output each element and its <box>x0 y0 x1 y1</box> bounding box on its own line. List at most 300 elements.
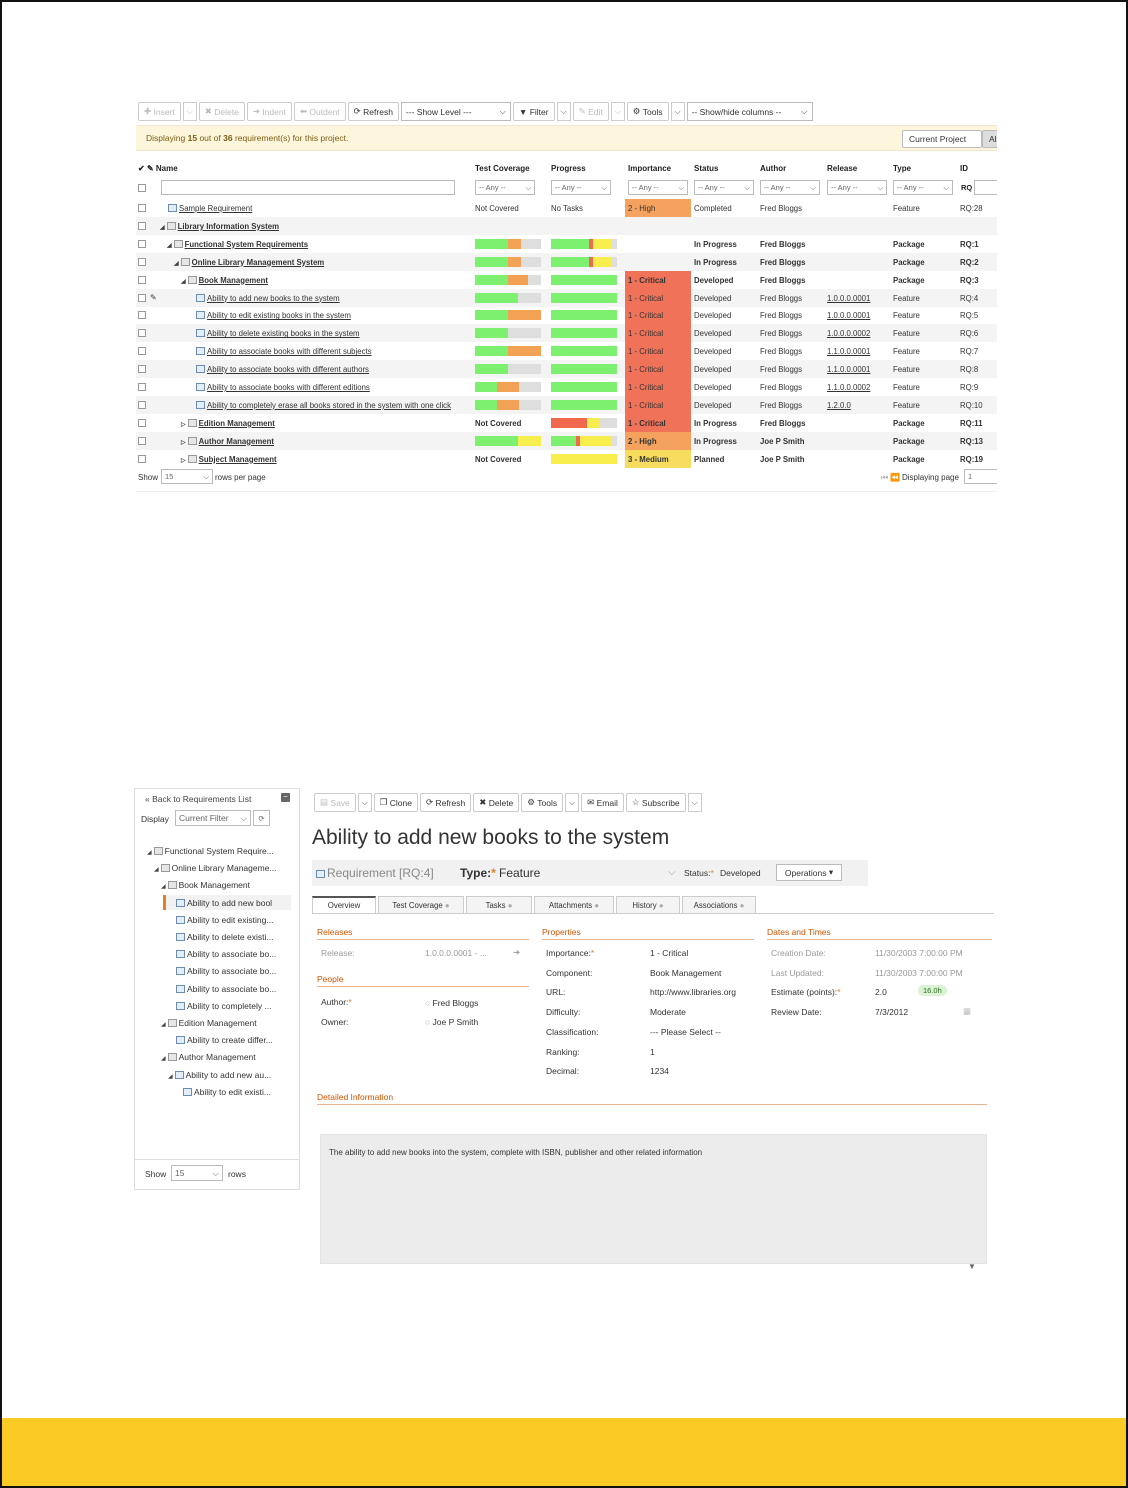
bar-segment <box>518 293 541 303</box>
tools-dropdown[interactable]: ⌵ <box>671 102 685 121</box>
bar-segment <box>475 328 508 338</box>
estimate-label: Estimate (points):* <box>771 987 841 997</box>
status-cell: Developed <box>694 400 732 410</box>
requirement-details-panel <box>134 788 994 1278</box>
folder-icon <box>188 437 197 445</box>
progress-bar <box>551 275 617 285</box>
user-icon: ○ <box>425 998 433 1008</box>
requirement-icon <box>196 311 205 319</box>
id-cell: RQ:10 <box>960 400 983 410</box>
delete-button[interactable]: ✖ Delete <box>199 102 245 121</box>
bar-segment <box>599 418 617 428</box>
paperclip-icon: ✎ <box>150 292 157 302</box>
progress-bar <box>551 293 617 303</box>
review-date-label: Review Date: <box>771 1007 822 1017</box>
col-header-status[interactable]: Status <box>694 164 719 173</box>
release-filter[interactable]: -- Any -- ⌵ <box>827 180 887 195</box>
requirement-icon <box>176 985 185 993</box>
bar-segment <box>508 328 541 338</box>
author-cell: Fred Bloggs <box>760 257 806 267</box>
expander-icon[interactable]: ▷ <box>181 457 186 464</box>
type-cell: Feature <box>893 365 920 375</box>
expander-icon[interactable]: ◢ <box>161 1022 166 1028</box>
bar-segment <box>497 400 519 410</box>
bar-segment <box>519 400 541 410</box>
status-cell: Developed <box>694 383 732 392</box>
row-name[interactable]: ◢ Book Management <box>181 275 268 285</box>
row-checkbox[interactable] <box>138 276 146 284</box>
coverage-bar <box>475 364 541 374</box>
importance-cell: 2 - High <box>625 199 691 217</box>
bar-segment <box>551 293 617 303</box>
all-projects-toggle[interactable]: Al <box>982 130 997 148</box>
bar-segment <box>497 382 519 392</box>
type-cell: Package <box>893 436 925 446</box>
sidebar-rows-select[interactable]: 15 ⌵ <box>171 1165 223 1181</box>
row-checkbox[interactable] <box>138 419 146 427</box>
tree-node[interactable]: Ability to completely ... <box>168 1001 272 1011</box>
bar-segment <box>508 239 521 249</box>
type-value[interactable]: Feature <box>499 866 541 880</box>
dot-icon: ● <box>594 900 600 910</box>
col-header-progress[interactable]: Progress <box>551 164 586 173</box>
type-label: Type:* <box>460 866 496 880</box>
bar-segment <box>475 400 497 410</box>
bar-segment <box>475 346 508 356</box>
tree-node[interactable]: Ability to delete existi... <box>168 932 273 942</box>
table-row[interactable] <box>136 378 997 396</box>
requirement-icon <box>176 916 185 924</box>
page-title: Ability to add new books to the system <box>312 826 670 849</box>
row-name[interactable]: Ability to associate books with different editions <box>188 383 370 392</box>
first-prev-page-icon[interactable]: ⏮ ⏪ <box>881 473 901 482</box>
requirements-tree-sidebar <box>134 788 300 1190</box>
save-dropdown[interactable]: ⌵ <box>358 793 372 812</box>
expander-icon[interactable]: ◢ <box>161 1056 166 1063</box>
expander-icon[interactable]: ◢ <box>167 242 172 249</box>
row-name[interactable]: ▷ Edition Management <box>181 418 275 428</box>
bar-segment <box>551 328 617 338</box>
status-cell: Developed <box>694 293 732 303</box>
table-row[interactable] <box>136 253 997 271</box>
detail-tools-dropdown[interactable]: ⌵ <box>565 793 579 812</box>
importance-cell: 1 - Critical <box>625 378 691 396</box>
bar-segment <box>612 239 617 249</box>
coverage-bar <box>475 400 541 410</box>
release-cell[interactable]: 1.1.0.0.0001 <box>827 365 871 375</box>
expander-icon[interactable]: ◢ <box>174 260 179 267</box>
bar-segment <box>508 364 541 374</box>
col-header-author[interactable]: Author <box>760 164 787 173</box>
bar-segment <box>551 239 589 249</box>
refresh-button[interactable]: ⟳ Refresh <box>348 102 399 121</box>
bar-segment <box>587 418 599 428</box>
folder-icon <box>168 881 177 889</box>
id-cell: RQ:13 <box>960 436 983 446</box>
tree-node[interactable]: Ability to edit existi... <box>175 1087 271 1097</box>
row-name[interactable]: Ability to completely erase all books stored in the system with one click <box>188 401 451 410</box>
page-number-input[interactable]: 1 <box>964 469 997 484</box>
author-cell: Fred Bloggs <box>760 293 803 303</box>
release-cell[interactable]: 1.2.0.0 <box>827 400 851 410</box>
arrow-left-icon: ⬅ <box>299 106 310 116</box>
email-button[interactable]: ✉ Email <box>581 793 624 812</box>
importance-filter[interactable]: -- Any -- ⌵ <box>628 180 688 195</box>
tab-history[interactable]: History ● <box>616 896 680 913</box>
row-name[interactable]: Ability to associate books with different authors <box>188 365 369 374</box>
back-to-list-link[interactable]: « Back to Requirements List <box>145 794 252 804</box>
status-cell: Developed <box>694 311 732 321</box>
detail-delete-button[interactable]: ✖ Delete <box>473 793 519 812</box>
row-checkbox[interactable] <box>138 455 146 463</box>
author-filter[interactable]: -- Any -- ⌵ <box>760 180 820 195</box>
col-header-release[interactable]: Release <box>827 164 858 173</box>
subscribe-button[interactable]: ☆ Subscribe <box>626 793 686 812</box>
table-row[interactable] <box>136 324 997 342</box>
status-filter[interactable]: -- Any -- ⌵ <box>694 180 754 195</box>
display-label: Display <box>141 814 169 824</box>
dot-icon: ● <box>739 900 745 910</box>
id-filter-input[interactable] <box>974 180 997 195</box>
tree-node[interactable]: Ability to associate bo... <box>168 984 276 994</box>
requirement-icon <box>196 401 205 409</box>
requirement-icon <box>176 1036 185 1044</box>
select-all-header: ✔ ✎ Name <box>138 164 178 173</box>
detail-refresh-button[interactable]: ⟳ Refresh <box>420 793 471 812</box>
release-cell[interactable]: 1.0.0.0.0001 <box>827 293 871 303</box>
col-header-coverage[interactable]: Test Coverage <box>475 164 530 173</box>
table-row[interactable] <box>136 289 997 307</box>
row-checkbox[interactable] <box>138 311 146 319</box>
clone-button[interactable]: ❐ Clone <box>374 793 418 812</box>
table-row[interactable] <box>136 306 997 324</box>
author-cell: Fred Bloggs <box>760 311 803 321</box>
folder-icon <box>168 1053 177 1061</box>
bar-segment <box>475 257 508 267</box>
tree-node[interactable]: Ability to associate bo... <box>168 949 276 959</box>
importance-cell: 3 - Medium <box>625 450 691 468</box>
review-date-value[interactable]: 7/3/2012 <box>875 1007 909 1017</box>
row-checkbox[interactable] <box>138 383 146 391</box>
progress-bar <box>551 346 617 356</box>
dot-icon: ● <box>444 900 450 910</box>
property-value[interactable]: 1234 <box>650 1066 669 1077</box>
bar-segment <box>551 400 617 410</box>
row-name[interactable]: Sample Requirement <box>160 204 252 213</box>
chevron-down-icon: ⌵ <box>744 182 750 192</box>
creation-date-label: Creation Date: <box>771 948 826 958</box>
row-checkbox[interactable] <box>138 329 146 337</box>
bar-segment <box>551 418 587 428</box>
status-value: Developed <box>720 868 761 878</box>
progress-filter[interactable]: -- Any -- ⌵ <box>551 180 611 195</box>
tab-overview[interactable]: Overview <box>312 896 376 913</box>
current-project-toggle[interactable]: Current Project <box>902 130 982 148</box>
tree-node[interactable]: ◢ Online Library Manageme... <box>154 863 277 874</box>
display-filter-select[interactable]: Current Filter ⌵ <box>175 810 251 826</box>
tree-node[interactable]: Ability to edit existing... <box>168 915 273 925</box>
row-checkbox[interactable] <box>138 365 146 373</box>
status-cell: Planned <box>694 454 725 464</box>
subscribe-dropdown[interactable]: ⌵ <box>688 793 702 812</box>
author-cell: Fred Bloggs <box>760 347 803 357</box>
property-value[interactable]: Book Management <box>650 967 722 978</box>
resize-handle-icon[interactable]: ▼ <box>968 1262 976 1271</box>
bar-segment <box>475 436 518 446</box>
expander-icon[interactable]: ◢ <box>181 278 186 285</box>
row-checkbox[interactable] <box>138 222 146 230</box>
property-value[interactable]: Moderate <box>650 1007 686 1018</box>
type-filter[interactable]: -- Any -- ⌵ <box>893 180 953 195</box>
requirement-icon <box>176 967 185 975</box>
rows-per-page-select[interactable]: 15 ⌵ <box>161 469 213 484</box>
display-count-text: Displaying 15 out of 36 requirement(s) for this project. <box>146 133 349 143</box>
edit-button[interactable]: ✎ Edit <box>573 102 609 121</box>
row-name[interactable]: Ability to associate books with different subjects <box>188 347 372 356</box>
release-cell[interactable]: 1.1.0.0.0001 <box>827 347 871 357</box>
coverage-bar <box>475 310 541 320</box>
row-checkbox[interactable] <box>138 240 146 248</box>
requirement-header-bar <box>312 860 868 886</box>
bar-segment <box>475 275 508 285</box>
id-cell: RQ:19 <box>960 454 983 464</box>
release-value[interactable]: 1.0.0.0.0001 - ... <box>425 948 487 958</box>
id-cell: RQ:1 <box>960 239 979 249</box>
tree-node[interactable]: ◢ Functional System Require... <box>147 846 274 856</box>
author-cell: Fred Bloggs <box>760 418 806 428</box>
indent-button[interactable]: ➜ Indent <box>247 102 292 121</box>
detail-tools-button[interactable]: ⚙ Tools <box>521 793 563 812</box>
edit-icon: ✎ <box>578 106 589 116</box>
collapse-sidebar-icon[interactable]: − <box>281 793 290 802</box>
table-row[interactable] <box>136 396 997 414</box>
row-name[interactable]: ◢ Library Information System <box>160 221 280 231</box>
requirement-icon <box>196 383 205 391</box>
progress-bar <box>551 257 617 267</box>
chevron-down-icon[interactable]: ⌵ <box>668 867 676 878</box>
description-editor[interactable] <box>320 1134 987 1264</box>
arrow-right-icon[interactable]: ➔ <box>513 947 521 957</box>
floppy-icon: ▤ <box>320 797 331 807</box>
property-value[interactable]: http://www.libraries.org <box>650 987 736 998</box>
row-name[interactable]: Ability to edit existing books in the system <box>188 311 351 320</box>
tools-button[interactable]: ⚙ Tools <box>627 102 669 121</box>
properties-section-header: Properties <box>542 927 754 940</box>
row-name[interactable]: Ability to delete existing books in the system <box>188 329 360 338</box>
col-header-importance[interactable]: Importance <box>628 164 672 173</box>
progress-bar <box>551 310 617 320</box>
sidebar-rows-label: rows <box>228 1169 246 1179</box>
calendar-icon[interactable]: ▦ <box>963 1006 972 1016</box>
importance-cell: 1 - Critical <box>625 396 691 414</box>
requirements-grid <box>136 98 997 492</box>
chevron-down-icon: ⌵ <box>203 471 209 481</box>
release-cell[interactable]: 1.0.0.0.0001 <box>827 311 871 321</box>
table-row[interactable] <box>136 360 997 378</box>
tree-node[interactable]: ◢ Edition Management <box>161 1018 257 1028</box>
property-value[interactable]: 1 <box>650 1046 655 1057</box>
tab-test-coverage[interactable]: Test Coverage ● <box>378 896 464 913</box>
chevron-down-icon: ⌵ <box>525 182 531 192</box>
property-label: Component: <box>546 967 593 978</box>
bar-segment <box>521 257 541 267</box>
author-cell: Fred Bloggs <box>760 365 803 375</box>
show-level-select[interactable]: --- Show Level --- ⌵ <box>401 102 511 121</box>
coverage-bar <box>475 257 541 267</box>
row-checkbox[interactable] <box>138 204 146 212</box>
bar-segment <box>593 257 611 267</box>
tree-node[interactable]: ◢ Author Management <box>161 1052 256 1063</box>
outdent-button[interactable]: ⬅ Outdent <box>294 102 346 121</box>
row-checkbox[interactable] <box>138 401 146 409</box>
table-row[interactable] <box>136 450 997 468</box>
bar-segment <box>551 346 617 356</box>
col-header-id[interactable]: ID <box>960 164 968 173</box>
coverage-text: Not Covered <box>475 204 519 213</box>
coverage-filter[interactable]: -- Any -- ⌵ <box>475 180 535 195</box>
tree-node[interactable]: Ability to add new bool <box>168 898 272 908</box>
insert-button[interactable]: ✚ Insert <box>138 102 181 121</box>
type-cell: Package <box>893 454 925 464</box>
refresh-tree-icon[interactable]: ⟳ <box>253 810 270 826</box>
show-hide-columns-select[interactable]: -- Show/hide columns -- ⌵ <box>687 102 813 121</box>
table-row[interactable] <box>136 199 997 217</box>
bar-segment <box>580 436 612 446</box>
col-header-type[interactable]: Type <box>893 164 912 173</box>
last-updated-value: 11/30/2003 7:00:00 PM <box>875 968 963 978</box>
dates-section-header: Dates and Times <box>767 927 992 940</box>
expander-icon[interactable]: ◢ <box>161 884 166 891</box>
expander-icon[interactable]: ◢ <box>160 224 165 231</box>
bar-segment <box>551 364 617 374</box>
tree-node[interactable]: ◢ Book Management <box>161 880 250 891</box>
pager-displaying-label: Displaying page <box>902 473 959 482</box>
bar-segment <box>508 310 541 320</box>
requirement-icon <box>176 899 185 907</box>
tree-node[interactable]: Ability to create differ... <box>168 1035 273 1045</box>
type-cell: Package <box>893 275 925 285</box>
tree-node[interactable]: ◢ Ability to add new au... <box>168 1069 272 1080</box>
row-checkbox[interactable] <box>138 437 146 445</box>
progress-bar <box>551 364 617 374</box>
property-value[interactable]: --- Please Select -- <box>650 1026 721 1037</box>
expander-icon[interactable]: ▷ <box>181 439 186 446</box>
row-name[interactable]: ◢ Online Library Management System <box>174 257 325 267</box>
copy-icon: ❐ <box>379 797 390 807</box>
filter-button[interactable]: ▼ Filter <box>513 102 555 121</box>
status-cell: In Progress <box>694 257 737 267</box>
estimate-value[interactable]: 2.0 <box>875 987 887 997</box>
bar-segment <box>612 257 617 267</box>
table-row[interactable] <box>136 235 997 253</box>
last-updated-label: Last Updated: <box>771 968 824 978</box>
expander-icon[interactable]: ◢ <box>168 1073 173 1080</box>
id-cell: RQ:6 <box>960 329 979 339</box>
status-cell: In Progress <box>694 436 737 446</box>
table-row[interactable] <box>136 217 997 235</box>
name-filter-input[interactable] <box>161 180 455 195</box>
pager-rows-label: rows per page <box>215 473 266 482</box>
type-cell: Feature <box>893 400 920 410</box>
table-row[interactable] <box>136 271 997 289</box>
star-icon: ☆ <box>631 797 642 807</box>
bar-segment <box>551 382 617 392</box>
table-row[interactable] <box>136 414 997 432</box>
row-checkbox[interactable] <box>138 347 146 355</box>
table-row[interactable] <box>136 342 997 360</box>
tab-attachments[interactable]: Attachments ● <box>534 896 614 913</box>
progress-bar <box>551 418 617 428</box>
tab-tasks[interactable]: Tasks ● <box>466 896 532 913</box>
release-cell[interactable]: 1.0.0.0.0002 <box>827 329 871 339</box>
filter-dropdown[interactable]: ⌵ <box>557 102 571 121</box>
requirement-icon <box>176 1002 185 1010</box>
tab-associations[interactable]: Associations ● <box>682 896 756 913</box>
pager-show-label: Show <box>138 473 159 482</box>
coverage-bar <box>475 293 541 303</box>
edit-dropdown[interactable]: ⌵ <box>611 102 625 121</box>
bar-segment <box>612 436 617 446</box>
type-cell: Feature <box>893 204 920 213</box>
author-value[interactable]: ○ Fred Bloggs <box>425 998 479 1008</box>
row-name[interactable]: Ability to add new books to the system <box>188 294 340 303</box>
chevron-down-icon: ⌵ <box>877 182 883 192</box>
page-footer-band <box>2 1418 1128 1488</box>
sidebar-footer <box>135 1159 300 1160</box>
requirement-icon <box>176 950 185 958</box>
tree-node[interactable]: Ability to associate bo... <box>168 966 276 976</box>
folder-icon <box>167 222 176 230</box>
grid-pager <box>136 468 997 490</box>
author-cell: Fred Bloggs <box>760 204 803 213</box>
row-name[interactable]: ▷ Author Management <box>181 436 274 446</box>
insert-dropdown[interactable]: ⌵ <box>183 102 197 121</box>
chevron-down-icon: ⌵ <box>943 182 949 192</box>
operations-button[interactable]: Operations ▾ <box>776 864 842 881</box>
table-row[interactable] <box>136 432 997 450</box>
select-all-checkbox[interactable] <box>138 184 146 192</box>
row-checkbox[interactable] <box>138 258 146 266</box>
refresh-icon: ⟳ <box>353 106 364 116</box>
coverage-bar <box>475 346 541 356</box>
type-cell: Feature <box>893 311 920 321</box>
id-cell: RQ:11 <box>960 418 983 428</box>
release-cell[interactable]: 1.1.0.0.0002 <box>827 383 871 392</box>
tab-underline <box>312 913 994 914</box>
property-value[interactable]: 1 - Critical <box>650 948 689 958</box>
row-name[interactable]: ◢ Functional System Requirements <box>167 239 309 249</box>
id-cell: RQ:28 <box>960 204 983 213</box>
row-checkbox[interactable] <box>138 294 146 302</box>
bar-segment <box>551 436 576 446</box>
owner-value[interactable]: ○ Joe P Smith <box>425 1017 479 1027</box>
importance-cell: 2 - High <box>625 432 691 450</box>
type-cell: Package <box>893 239 925 249</box>
folder-icon <box>174 240 183 248</box>
expander-icon[interactable]: ◢ <box>154 867 159 874</box>
expander-icon[interactable]: ▷ <box>181 421 186 428</box>
detailed-info-section-header: Detailed Information <box>317 1092 987 1105</box>
expander-icon[interactable]: ◢ <box>147 850 152 856</box>
requirement-icon <box>196 329 205 337</box>
save-button[interactable]: ▤ Save <box>314 793 356 812</box>
arrow-right-icon: ➜ <box>252 106 263 116</box>
requirement-icon <box>316 870 325 878</box>
status-cell: Developed <box>694 329 732 339</box>
row-name[interactable]: ▷ Subject Management <box>181 454 277 464</box>
chevron-down-icon: ⌵ <box>801 106 808 116</box>
bar-segment <box>551 275 617 285</box>
